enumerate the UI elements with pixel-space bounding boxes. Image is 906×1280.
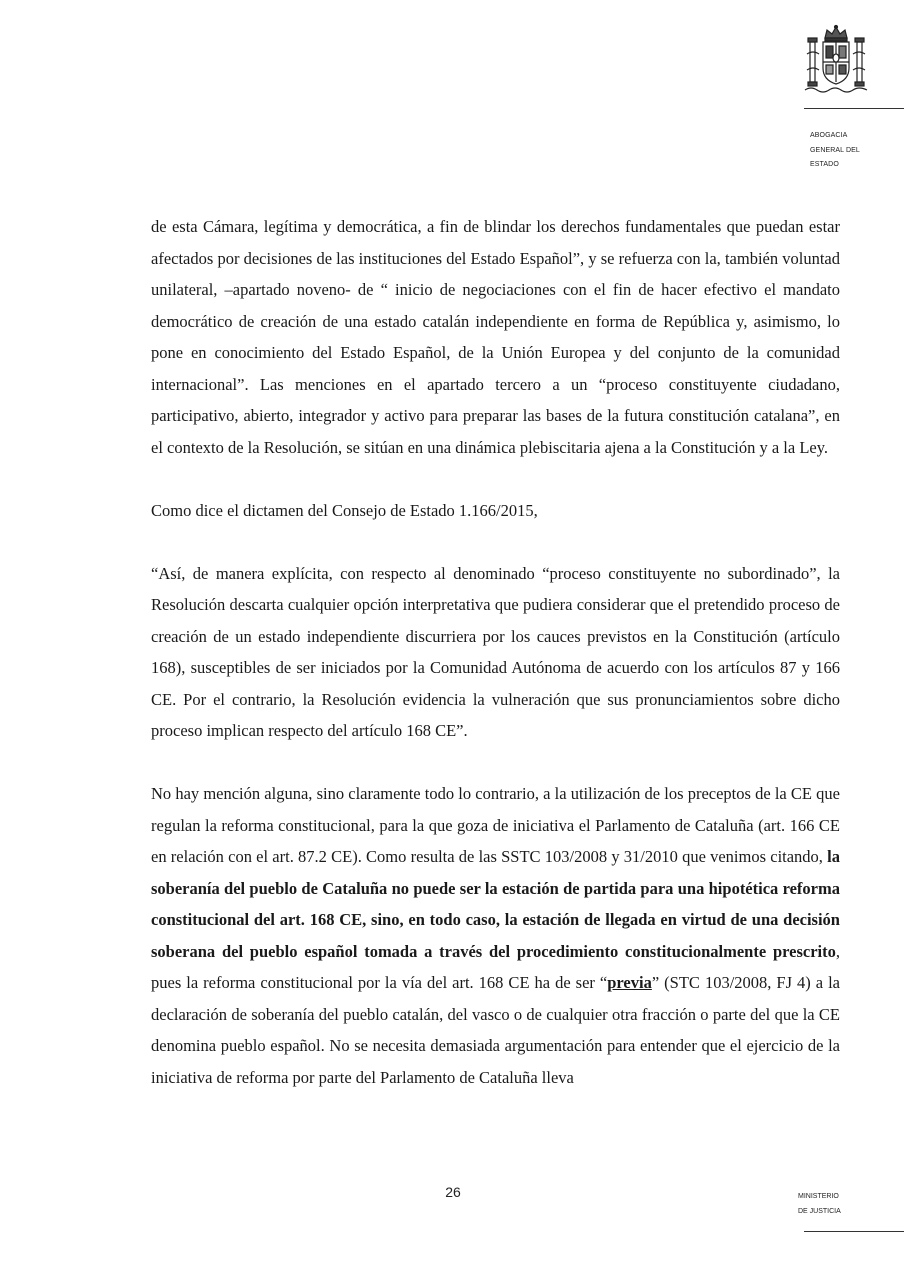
issuing-body-label — [810, 129, 860, 173]
header-rule — [804, 108, 904, 109]
org-line-2: GENERAL DEL — [810, 146, 860, 154]
page-number: 26 — [445, 1184, 461, 1200]
paragraph-4-text-c: ” (STC 103/2008, FJ 4) a la declaración de soberanía del pueblo catalán, del vasco o de cualquier otra fracción o parte del que la CE denomina pueblo español. No se necesita demasiada argumentación para entender que el ejercicio de la iniciativa de reforma por parte del Parlamento de Cataluña lleva — [151, 973, 840, 1087]
paragraph-4 — [151, 778, 840, 1093]
org-line-1: ABOGACIA — [810, 132, 848, 139]
quoted-paragraph: “Así, de manera explícita, con respecto al denominado “proceso constituyente no subordinado”, la Resolución descarta cualquier opción interpretativa que pudiera considerar que el pretendido proceso de creación de un estado independiente discurriera por los cauces previstos en la Constitución (artículo 168), susceptibles de ser iniciados por la Comunidad Autónoma de acuerdo con los artículos 87 y 166 CE. Por el contrario, la Resolución evidencia la vulneración que sus pronunciamientos sobre dicho proceso implican respecto del artículo 168 CE”. — [151, 563, 840, 740]
paragraph-1: de esta Cámara, legítima y democrática, a fin de blindar los derechos fundamentales que puedan estar afectados por decisiones de las instituciones del Estado Español”, y se refuerza con la, también voluntad unilateral, –apartado noveno- de “ inicio de negociaciones con el fin de hacer efectivo el mandato democrático de creación de una estado catalán independiente en forma de República y, asimismo, lo pone en conocimiento del Estado Español, de la Unión Europea y del conjunto de la comunidad internacional”. Las menciones en el apartado tercero a un “proceso constituyente ciudadano, participativo, abierto, integrador y activo para preparar las bases de la futura constitución catalana”, en el contexto de la Resolución, se sitúan en una dinámica plebiscitaria ajena a la Constitución y a la Ley. — [151, 217, 840, 457]
paragraph-4-text-b: , pues la reforma constitucional por la vía del art. 168 CE ha de ser “ — [151, 941, 840, 992]
org-line-3: ESTADO — [810, 161, 839, 168]
paragraph-4-bold-text: la soberanía del pueblo de Cataluña no puede ser la estación de partida para una hipotética reforma constitucional del art. 168 CE, sino, en todo caso, la estación de llegada en virtud de una decisión soberana del pueblo español tomada a través del procedimiento constitucionalmente prescrito — [151, 847, 840, 961]
ministry-line-1: MINISTERIO — [798, 1193, 839, 1200]
coat-of-arms-icon — [803, 24, 869, 96]
document-body — [151, 211, 840, 1093]
footer-rule — [804, 1231, 904, 1232]
paragraph-2: Como dice el dictamen del Consejo de Estado 1.166/2015, — [151, 500, 538, 520]
paragraph-4-underlined-word: previa — [607, 973, 652, 992]
ministry-line-2: DE JUSTICIA — [798, 1207, 841, 1215]
paragraph-4-text-a: No hay mención alguna, sino claramente todo lo contrario, a la utilización de los preceptos de la CE que regulan la reforma constitucional, para la que goza de iniciativa el Parlamento de Cataluña (art. 166 CE en relación con el art. 87.2 CE). Como resulta de las SSTC 103/2008 y 31/2010 que venimos citando, — [151, 784, 840, 866]
ministry-label — [798, 1190, 841, 1219]
